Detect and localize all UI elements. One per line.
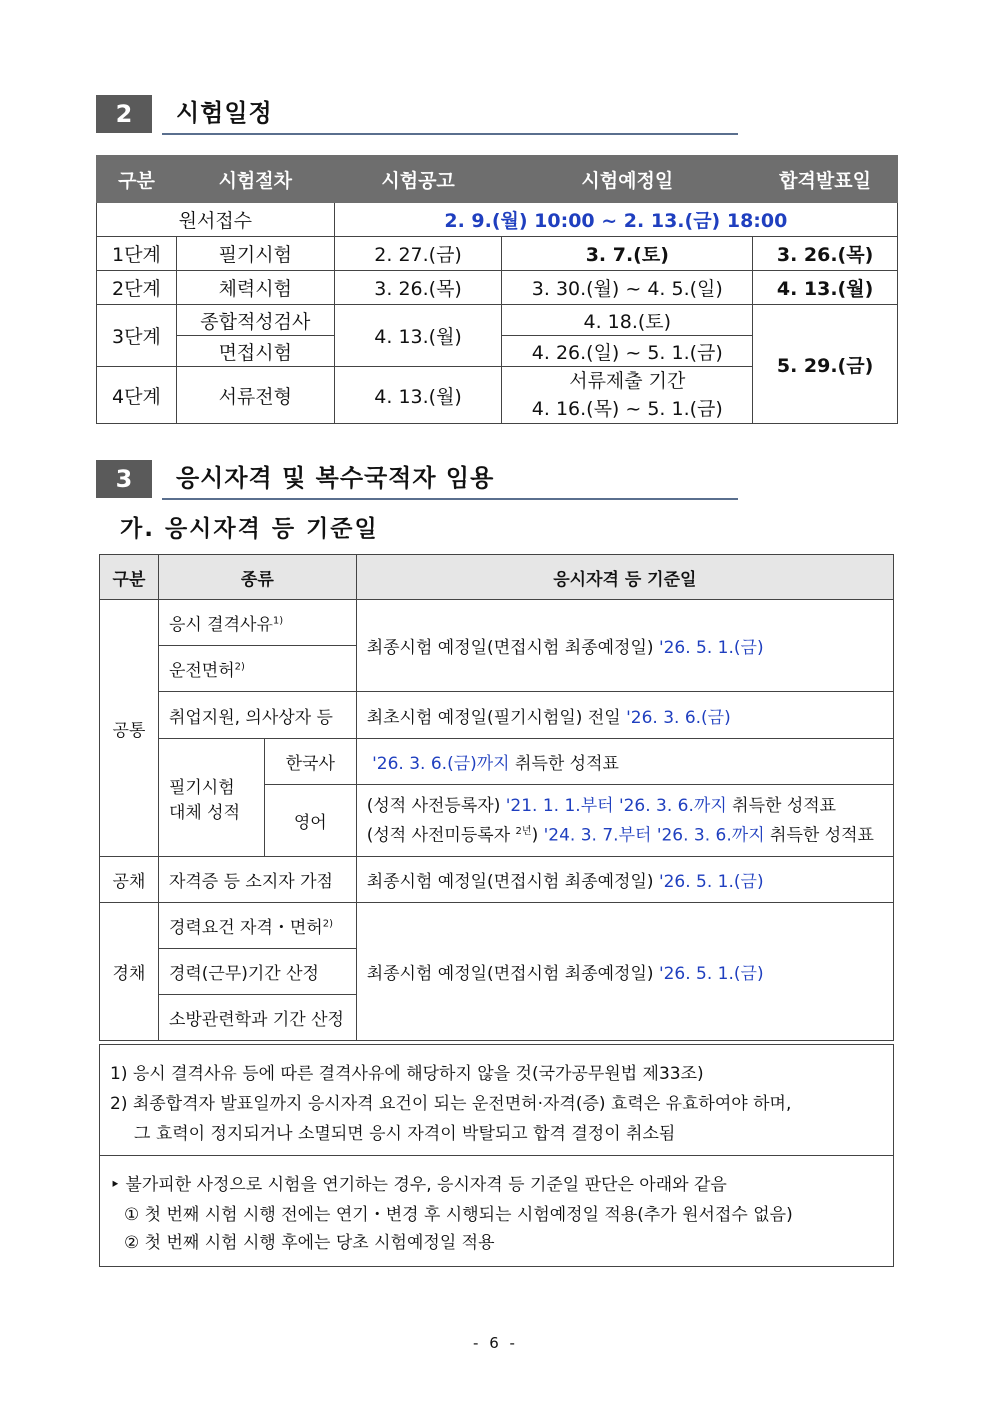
procedure-cell: 서류전형 — [176, 367, 334, 424]
eligibility-table — [99, 554, 894, 1041]
criteria-text: 최종시험 예정일(면접시험 최종예정일) — [366, 872, 654, 892]
notice-cell: 4. 13.(월) — [334, 367, 502, 424]
table-row — [100, 739, 894, 785]
criteria-text: 취득한 성적표 — [515, 754, 619, 774]
criteria-text: 최종시험 예정일(면접시험 최종예정일) — [366, 964, 654, 984]
col-header-category: 구분 — [97, 156, 177, 203]
exam-date-line: 4. 16.(목) ~ 5. 1.(금) — [531, 398, 723, 420]
criteria-cell — [356, 739, 893, 785]
type-cell: 경력(근무)기간 산정 — [158, 949, 356, 995]
table-row — [97, 237, 898, 271]
criteria-date: '26. 5. 1.(금) — [658, 872, 764, 892]
exam-date-cell: 4. 18.(토) — [502, 305, 753, 336]
type-cell: 취업지원, 의사상자 등 — [158, 692, 356, 739]
exam-date-cell: 3. 30.(월) ~ 4. 5.(일) — [502, 271, 753, 305]
footnote-2: 2) 최종합격자 발표일까지 응시자격 요건이 되는 운전면허·자격(증) 효력은 유효하여야 하며, — [110, 1094, 792, 1114]
criteria-text: 최초시험 예정일(필기시험일) 전일 — [366, 707, 621, 728]
result-date-cell: 3. 26.(목) — [753, 237, 898, 271]
exam-date-cell — [502, 367, 753, 424]
section-title: 응시자격 및 복수국적자 임용 — [176, 464, 495, 492]
stage-cell: 1단계 — [97, 237, 177, 271]
criteria-text: 취득한 성적표 — [732, 795, 837, 816]
section-number: 3 — [96, 460, 152, 498]
footnote-ref: 2) — [322, 918, 333, 930]
col-header-category: 구분 — [100, 555, 159, 600]
col-header-procedure: 시험절차 — [176, 156, 334, 203]
footnote-2-cont: 그 효력이 정지되거나 소멸되면 응시 자격이 박탈되고 합격 결정이 취소됨 — [134, 1124, 676, 1144]
col-header-type: 종류 — [158, 555, 356, 600]
exam-date-cell: 4. 26.(일) ~ 5. 1.(금) — [502, 336, 753, 367]
notice-cell: 4. 13.(월) — [334, 305, 502, 367]
criteria-text: 취득한 성적표 — [770, 825, 874, 846]
table-row — [97, 203, 898, 237]
table-row — [100, 857, 894, 903]
type-cell — [158, 600, 356, 646]
criteria-cell — [356, 692, 893, 739]
page-number: - 6 - — [473, 1334, 518, 1352]
superscript: 2년 — [515, 825, 532, 837]
common-label: 공통 — [100, 600, 159, 857]
table-row — [97, 305, 898, 336]
notice-cell: 2. 27.(금) — [334, 237, 502, 271]
table-row — [100, 692, 894, 739]
postpone-item-1: ① 첫 번째 시험 시행 전에는 연기・변경 후 시행되는 시험예정일 적용(추가 원서접수 없음) — [124, 1205, 793, 1225]
type-text: 대체 성적 — [168, 802, 241, 823]
criteria-date: '21. 1. 1.부터 '26. 3. 6.까지 — [505, 795, 727, 816]
postpone-box — [99, 1155, 894, 1267]
criteria-cell — [356, 903, 893, 1041]
stage-cell: 3단계 — [97, 305, 177, 367]
col-header-exam-date: 시험예정일 — [502, 156, 753, 203]
footnote-ref: 1) — [272, 615, 284, 627]
apply-label: 원서접수 — [97, 203, 335, 237]
schedule-table — [96, 155, 898, 424]
criteria-text: (성적 사전미등록자 — [366, 825, 511, 846]
stage-cell: 4단계 — [97, 367, 177, 424]
career-label: 경채 — [100, 903, 159, 1041]
type-cell — [158, 739, 264, 857]
result-date-cell: 4. 13.(월) — [753, 271, 898, 305]
table-header-row — [100, 555, 894, 600]
type-cell — [158, 646, 356, 692]
postpone-item-2: ② 첫 번째 시험 시행 후에는 당초 시험예정일 적용 — [124, 1233, 495, 1253]
type-cell — [158, 903, 356, 949]
criteria-line — [367, 793, 893, 819]
footnotes-box — [99, 1044, 894, 1156]
section-title: 시험일정 — [176, 99, 273, 127]
table-row — [100, 600, 894, 646]
criteria-date: '26. 5. 1.(금) — [658, 638, 764, 658]
col-header-result-date: 합격발표일 — [753, 156, 898, 203]
exam-date-cell: 3. 7.(토) — [502, 237, 753, 271]
procedure-cell: 체력시험 — [176, 271, 334, 305]
procedure-cell: 종합적성검사 — [176, 305, 334, 336]
criteria-date: '24. 3. 7.부터 '26. 3. 6.까지 — [543, 825, 765, 846]
section-3-header — [96, 460, 738, 500]
notice-cell: 3. 26.(목) — [334, 271, 502, 305]
footnote-1: 1) 응시 결격사유 등에 따른 결격사유에 해당하지 않을 것(국가공무원법 제33조) — [110, 1064, 704, 1084]
criteria-text: (성적 사전등록자) — [366, 795, 501, 816]
type-cell: 소방관련학과 기간 산정 — [158, 995, 356, 1041]
section-underline — [162, 498, 738, 500]
subtype-cell: 한국사 — [264, 739, 356, 785]
postpone-lead: ‣ 불가피한 사정으로 시험을 연기하는 경우, 응시자격 등 기준일 판단은 아래와 같음 — [110, 1175, 727, 1195]
col-header-criteria: 응시자격 등 기준일 — [356, 555, 893, 600]
criteria-date: '26. 5. 1.(금) — [658, 964, 764, 984]
stage-cell: 2단계 — [97, 271, 177, 305]
type-text: 경력요건 자격・면허 — [168, 918, 323, 938]
criteria-date: '26. 3. 6.(금) — [626, 707, 731, 728]
section-2-header — [96, 95, 738, 135]
exam-date-line: 서류제출 기간 — [569, 370, 686, 392]
subsection-title: 가. 응시자격 등 기준일 — [120, 516, 379, 542]
section-number: 2 — [96, 95, 152, 133]
type-text: 필기시험 — [168, 777, 235, 798]
criteria-text: 최종시험 예정일(면접시험 최종예정일) — [366, 638, 654, 658]
result-date-cell: 5. 29.(금) — [753, 305, 898, 424]
public-label: 공채 — [100, 857, 159, 903]
footnote-ref: 2) — [234, 661, 245, 673]
criteria-line — [367, 819, 893, 849]
table-row — [97, 271, 898, 305]
criteria-cell — [356, 857, 893, 903]
criteria-cell — [356, 785, 893, 857]
criteria-cell — [356, 600, 893, 692]
apply-period: 2. 9.(월) 10:00 ~ 2. 13.(금) 18:00 — [334, 203, 897, 237]
subtype-cell: 영어 — [264, 785, 356, 857]
criteria-date: '26. 3. 6.(금)까지 — [372, 754, 510, 774]
procedure-cell: 필기시험 — [176, 237, 334, 271]
type-cell: 자격증 등 소지자 가점 — [158, 857, 356, 903]
criteria-text: ) — [531, 825, 539, 846]
col-header-notice: 시험공고 — [334, 156, 502, 203]
type-text: 응시 결격사유 — [168, 615, 273, 635]
section-underline — [162, 133, 738, 135]
type-text: 운전면허 — [168, 661, 235, 681]
table-row — [100, 903, 894, 949]
procedure-cell: 면접시험 — [176, 336, 334, 367]
